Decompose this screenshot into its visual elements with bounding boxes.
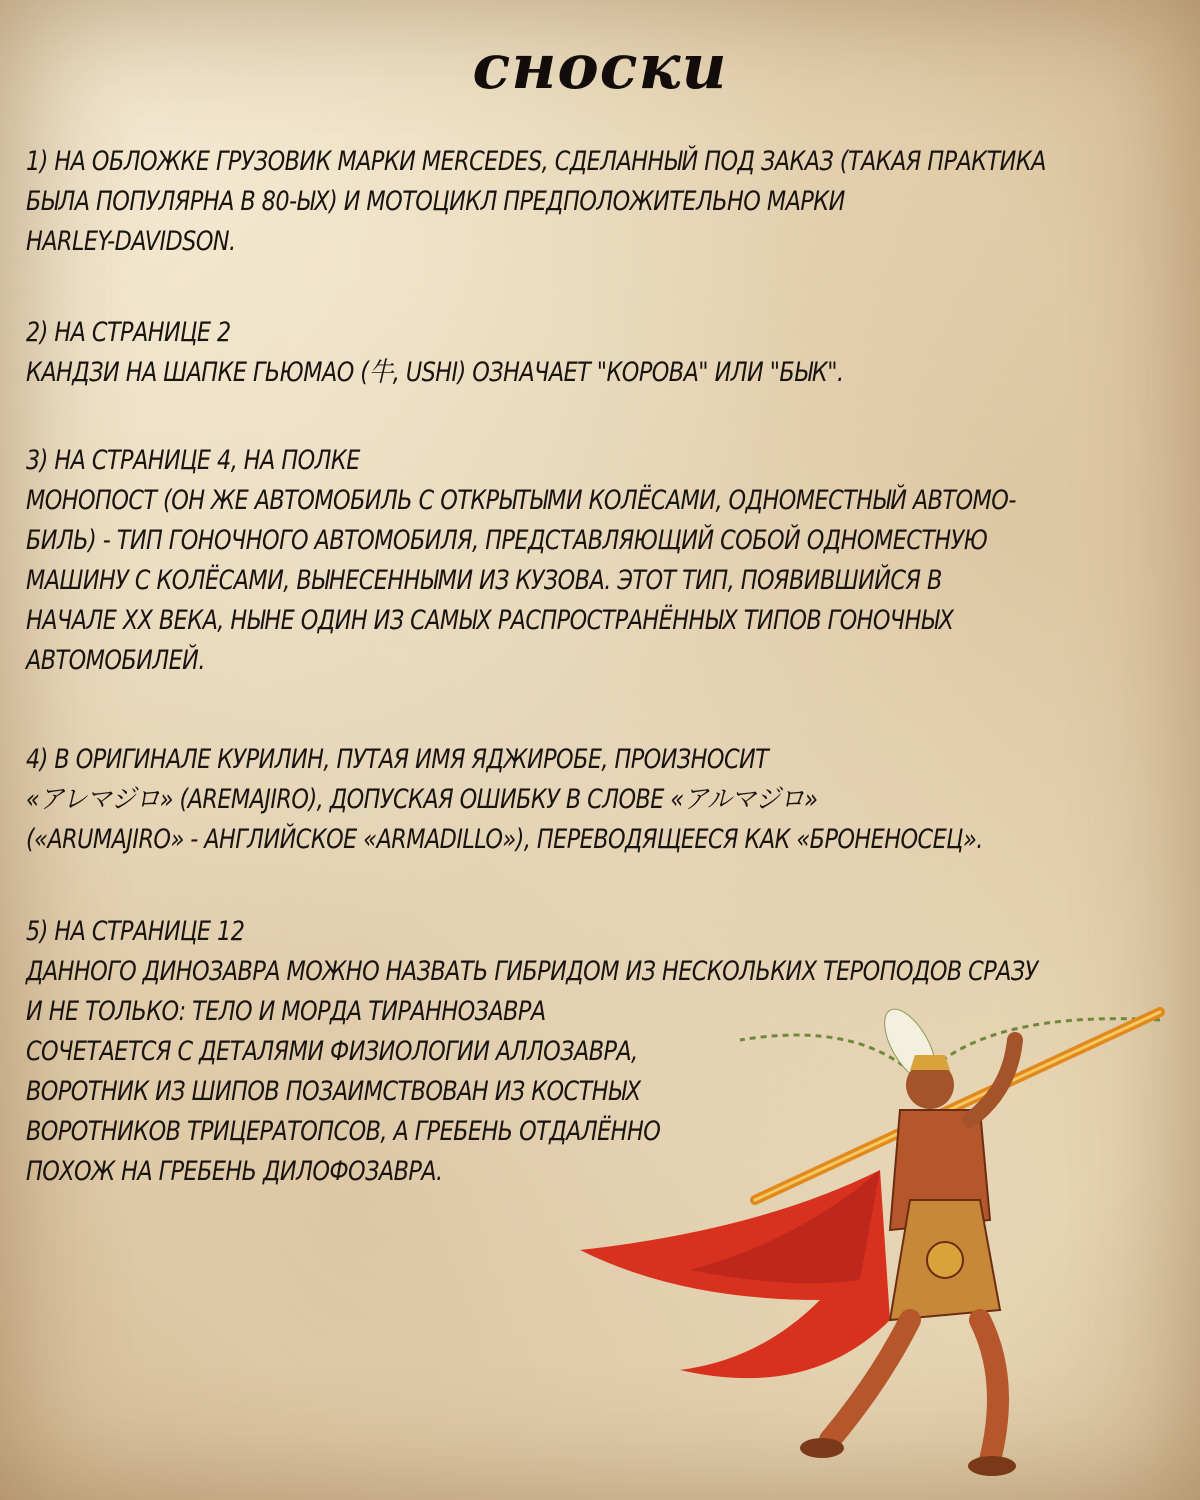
footnote-line: 4) В ОРИГИНАЛЕ КУРИЛИН, ПУТАЯ ИМЯ ЯДЖИРОБЕ, ПРОИЗНОСИТ [26,744,769,775]
footnote-line: МОНОПОСТ (ОН ЖЕ АВТОМОБИЛЬ С ОТКРЫТЫМИ КОЛЁСАМИ, ОДНОМЕСТНЫЙ АВТОМО- [26,485,1016,516]
footnote-line: БИЛЬ) - ТИП ГОНОЧНОГО АВТОМОБИЛЯ, ПРЕДСТАВЛЯЮЩИЙ СОБОЙ ОДНОМЕСТНУЮ [26,525,988,556]
footnote-3 [26,441,1078,681]
footnote-line: 2) НА СТРАНИЦЕ 2 [26,317,231,348]
footnote-2 [26,313,1078,393]
footnote-line: HARLEY-DAVIDSON. [26,226,236,257]
footnote-line: КАНДЗИ НА ШАПКЕ ГЬЮМАО (牛, USHI) ОЗНАЧАЕТ "КОРОВА" ИЛИ "БЫК". [26,357,844,388]
footnote-line: НАЧАЛЕ XX ВЕКА, НЫНЕ ОДИН ИЗ САМЫХ РАСПРОСТРАНЁННЫХ ТИПОВ ГОНОЧНЫХ [26,605,954,636]
footnote-line: БЫЛА ПОПУЛЯРНА В 80-ЫХ) И МОТОЦИКЛ ПРЕДПОЛОЖИТЕЛЬНО МАРКИ [26,186,845,217]
footnote-line: ПОХОЖ НА ГРЕБЕНЬ ДИЛОФОЗАВРА. [26,1156,443,1187]
footnote-4 [26,740,1078,860]
monkey-king-warrior-icon [560,1000,1180,1480]
footnote-line: ВОРОТНИК ИЗ ШИПОВ ПОЗАИМСТВОВАН ИЗ КОСТНЫХ [26,1076,641,1107]
page-title: сноски [472,30,728,103]
footnote-line: СОЧЕТАЕТСЯ С ДЕТАЛЯМИ ФИЗИОЛОГИИ АЛЛОЗАВРА, [26,1036,638,1067]
footnote-line: И НЕ ТОЛЬКО: ТЕЛО И МОРДА ТИРАННОЗАВРА [26,996,546,1027]
footnote-line: ВОРОТНИКОВ ТРИЦЕРАТОПСОВ, А ГРЕБЕНЬ ОТДАЛЁННО [26,1116,661,1147]
footnote-line: («ARUMAJIRO» - АНГЛИЙСКОЕ «ARMADILLO»), ПЕРЕВОДЯЩЕЕСЯ КАК «БРОНЕНОСЕЦ». [26,824,983,855]
footnote-line: 5) НА СТРАНИЦЕ 12 [26,916,245,947]
footnote-line: 3) НА СТРАНИЦЕ 4, НА ПОЛКЕ [26,445,360,476]
footnote-line: ДАННОГО ДИНОЗАВРА МОЖНО НАЗВАТЬ ГИБРИДОМ ИЗ НЕСКОЛЬКИХ ТЕРОПОДОВ СРАЗУ [26,956,1038,987]
footnote-1 [26,142,1078,262]
footnote-line: АВТОМОБИЛЕЙ. [26,645,205,676]
footnote-line: «アレマジロ» (AREMAJIRO), ДОПУСКАЯ ОШИБКУ В СЛОВЕ «アルマジロ» [26,784,818,815]
footnote-line: МАШИНУ С КОЛЁСАМИ, ВЫНЕСЕННЫМИ ИЗ КУЗОВА. ЭТОТ ТИП, ПОЯВИВШИЙСЯ В [26,565,942,596]
footnote-line: 1) НА ОБЛОЖКЕ ГРУЗОВИК МАРКИ MERCEDES, СДЕЛАННЫЙ ПОД ЗАКАЗ (ТАКАЯ ПРАКТИКА [26,146,1046,177]
